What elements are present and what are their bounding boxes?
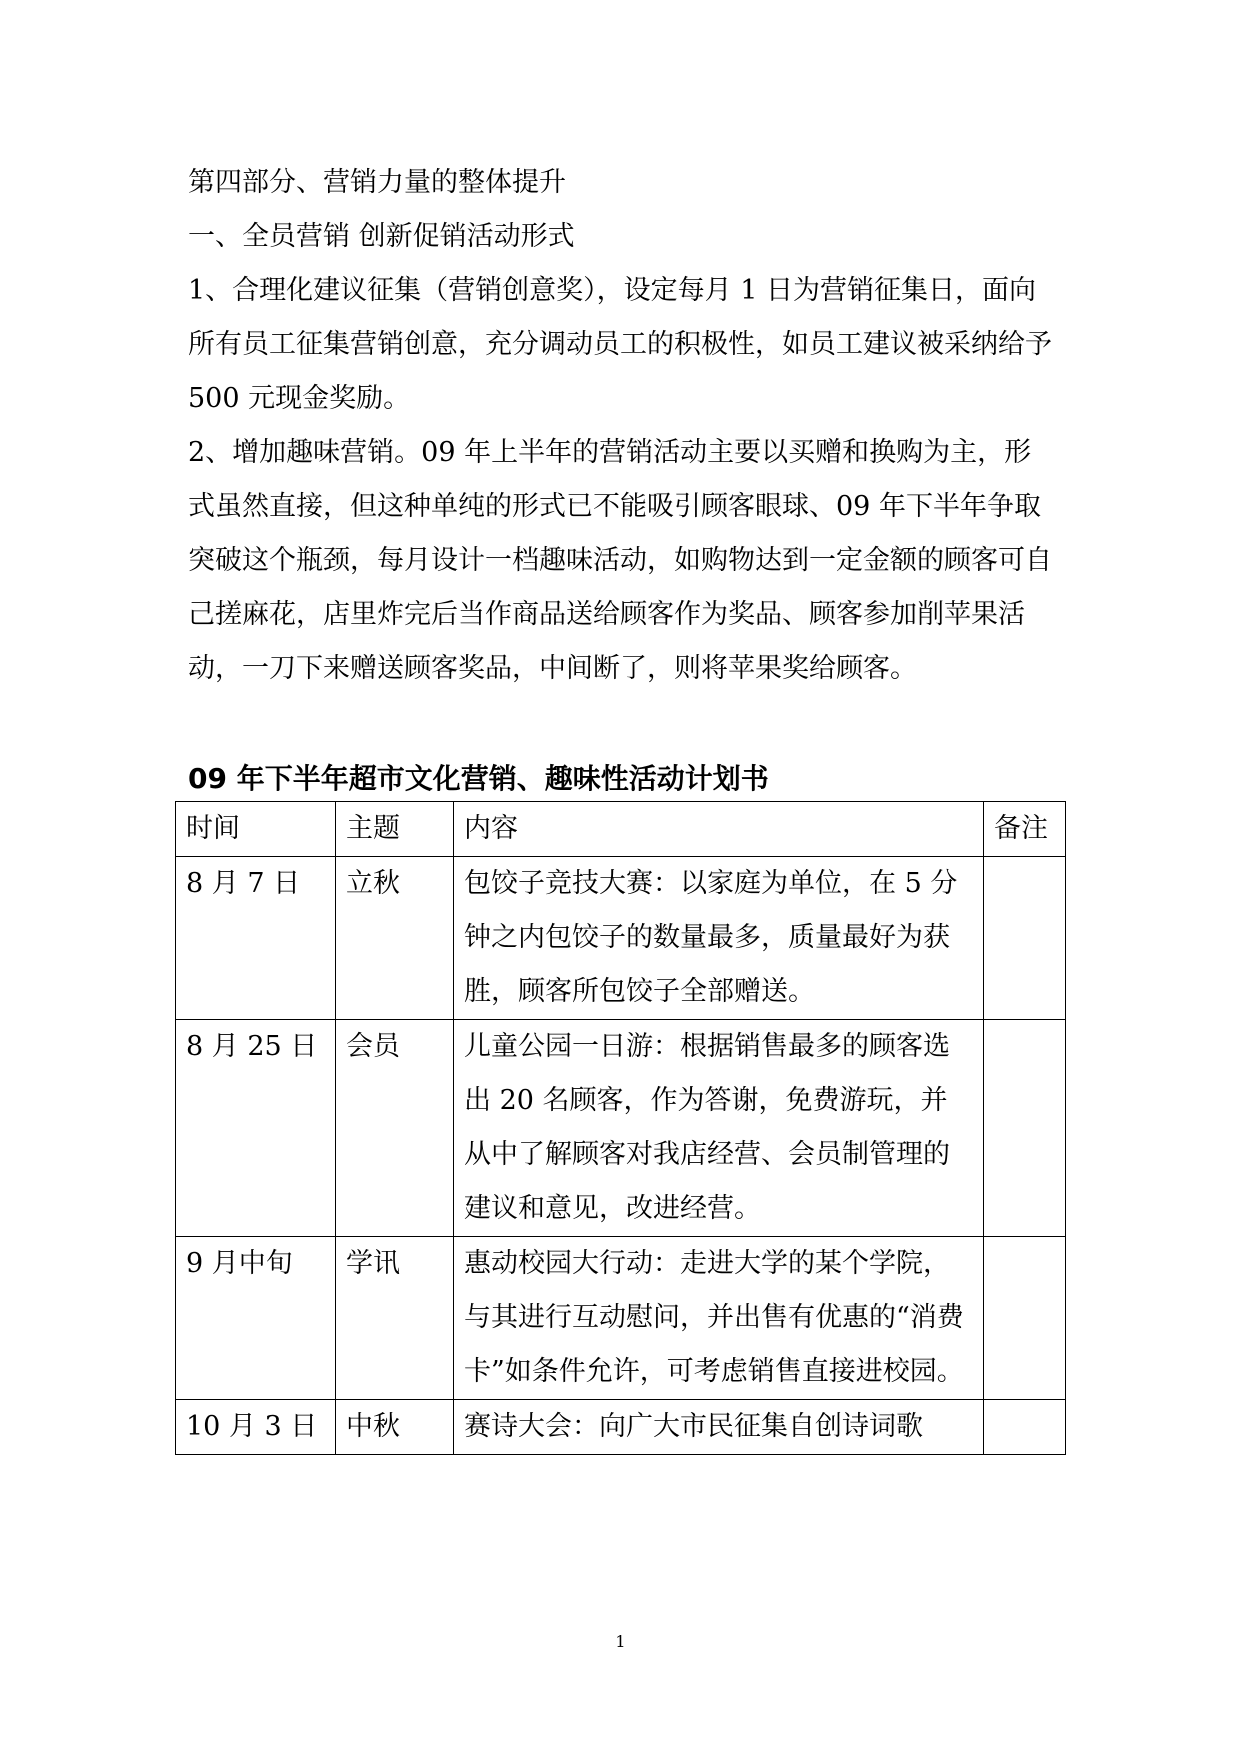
cell-note [984,1020,1066,1237]
activity-plan-table [175,801,1066,1455]
header-topic: 主题 [336,802,454,857]
cell-time: 8 月 25 日 [176,1020,336,1237]
cell-note [984,1400,1066,1455]
table-row [176,857,1066,1020]
paragraph-2: 2、增加趣味营销。09 年上半年的营销活动主要以买赠和换购为主，形式虽然直接，但这种单纯的形式已不能吸引顾客眼球、09 年下半年争取突破这个瓶颈，每月设计一档趣味活动，如购物达到一定金额的顾客可自己搓麻花，店里炸完后当作商品送给顾客作为奖品、顾客参加削苹果活动，一刀下来赠送顾客奖品，中间断了，则将苹果奖给顾客。 [188,437,1052,684]
cell-content: 包饺子竞技大赛：以家庭为单位，在 5 分钟之内包饺子的数量最多，质量最好为获胜，顾客所包饺子全部赠送。 [454,857,984,1020]
cell-time: 8 月 7 日 [176,857,336,1020]
header-note: 备注 [984,802,1066,857]
cell-time: 10 月 3 日 [176,1400,336,1455]
table-row [176,1237,1066,1400]
cell-content: 惠动校园大行动：走进大学的某个学院，与其进行互动慰问，并出售有优惠的“消费卡”如条件允许，可考虑销售直接进校园。 [454,1237,984,1400]
cell-note [984,1237,1066,1400]
table-row [176,1400,1066,1455]
cell-content: 赛诗大会：向广大市民征集自创诗词歌 [454,1400,984,1455]
cell-topic: 学讯 [336,1237,454,1400]
cell-topic: 立秋 [336,857,454,1020]
page-number: 1 [615,1632,626,1651]
header-content: 内容 [454,802,984,857]
subsection-title: 一、全员营销 创新促销活动形式 [188,221,575,252]
section-title: 第四部分、营销力量的整体提升 [188,167,566,198]
cell-topic: 中秋 [336,1400,454,1455]
cell-topic: 会员 [336,1020,454,1237]
table-title: 09 年下半年超市文化营销、趣味性活动计划书 [188,762,769,795]
header-time: 时间 [176,802,336,857]
cell-time: 9 月中旬 [176,1237,336,1400]
cell-note [984,857,1066,1020]
table-header-row [176,802,1066,857]
cell-content: 儿童公园一日游：根据销售最多的顾客选出 20 名顾客，作为答谢，免费游玩，并从中了解顾客对我店经营、会员制管理的建议和意见，改进经营。 [454,1020,984,1237]
paragraph-1: 1、合理化建议征集（营销创意奖），设定每月 1 日为营销征集日，面向所有员工征集营销创意，充分调动员工的积极性，如员工建议被采纳给予 500 元现金奖励。 [188,275,1052,414]
table-row [176,1020,1066,1237]
